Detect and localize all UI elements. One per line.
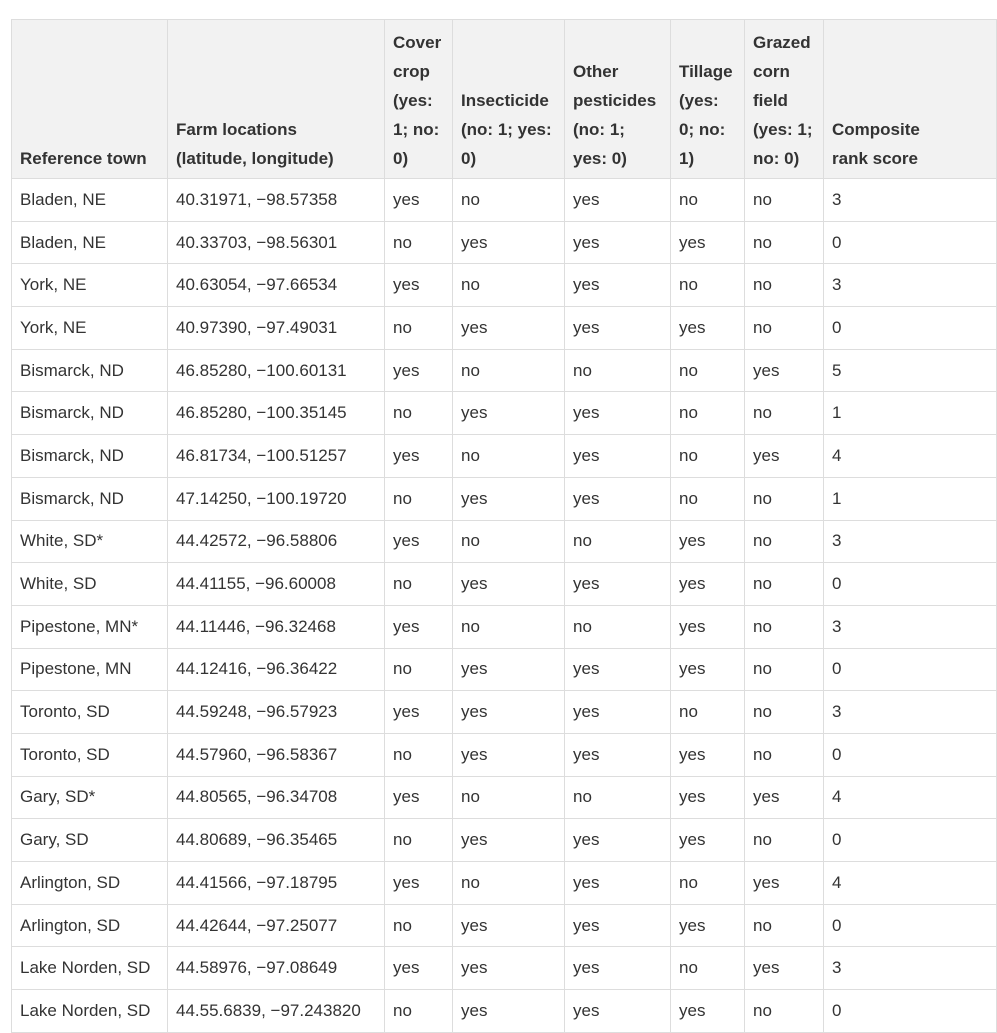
cell-farm-location: 46.81734, −100.51257 (168, 435, 385, 478)
cell-grazed-corn-field: yes (745, 776, 824, 819)
cell-other-pesticides: yes (565, 947, 671, 990)
table-row (12, 307, 997, 350)
cell-grazed-corn-field: yes (745, 862, 824, 905)
table-row (12, 947, 997, 990)
cell-other-pesticides: yes (565, 392, 671, 435)
cell-insecticide: yes (453, 392, 565, 435)
cell-reference-town: Lake Norden, SD (12, 990, 168, 1033)
table-row (12, 691, 997, 734)
header-row (12, 20, 997, 179)
cell-cover-crop: yes (385, 691, 453, 734)
cell-grazed-corn-field: no (745, 477, 824, 520)
cell-reference-town: Pipestone, MN* (12, 605, 168, 648)
cell-cover-crop: yes (385, 862, 453, 905)
cell-composite-rank: 0 (824, 904, 997, 947)
cell-insecticide: yes (453, 819, 565, 862)
cell-cover-crop: yes (385, 520, 453, 563)
table-row (12, 392, 997, 435)
cell-cover-crop: no (385, 221, 453, 264)
cell-other-pesticides: no (565, 349, 671, 392)
cell-reference-town: White, SD* (12, 520, 168, 563)
cell-other-pesticides: no (565, 520, 671, 563)
cell-insecticide: yes (453, 904, 565, 947)
cell-tillage: yes (671, 648, 745, 691)
cell-composite-rank: 3 (824, 605, 997, 648)
cell-tillage: yes (671, 563, 745, 606)
header-cover-crop: Cover crop (yes: 1; no: 0) (385, 20, 453, 179)
cell-farm-location: 44.42572, −96.58806 (168, 520, 385, 563)
cell-composite-rank: 3 (824, 264, 997, 307)
cell-reference-town: Lake Norden, SD (12, 947, 168, 990)
cell-reference-town: Bismarck, ND (12, 477, 168, 520)
table-row (12, 776, 997, 819)
cell-cover-crop: no (385, 733, 453, 776)
cell-insecticide: no (453, 435, 565, 478)
cell-farm-location: 40.97390, −97.49031 (168, 307, 385, 350)
cell-cover-crop: no (385, 392, 453, 435)
cell-insecticide: yes (453, 947, 565, 990)
cell-cover-crop: no (385, 819, 453, 862)
cell-insecticide: yes (453, 990, 565, 1033)
cell-insecticide: no (453, 862, 565, 905)
cell-insecticide: yes (453, 221, 565, 264)
cell-reference-town: Toronto, SD (12, 691, 168, 734)
cell-farm-location: 44.80689, −96.35465 (168, 819, 385, 862)
table-header (12, 20, 997, 179)
cell-tillage: no (671, 392, 745, 435)
cell-composite-rank: 0 (824, 733, 997, 776)
cell-farm-location: 46.85280, −100.35145 (168, 392, 385, 435)
cell-composite-rank: 0 (824, 563, 997, 606)
cell-grazed-corn-field: no (745, 691, 824, 734)
farm-data-table (11, 19, 997, 1033)
cell-cover-crop: yes (385, 179, 453, 222)
table-row (12, 563, 997, 606)
table-row (12, 179, 997, 222)
table-row (12, 477, 997, 520)
cell-other-pesticides: yes (565, 904, 671, 947)
cell-cover-crop: yes (385, 349, 453, 392)
cell-farm-location: 44.57960, −96.58367 (168, 733, 385, 776)
cell-other-pesticides: yes (565, 563, 671, 606)
table-row (12, 349, 997, 392)
cell-other-pesticides: yes (565, 477, 671, 520)
cell-tillage: yes (671, 520, 745, 563)
cell-composite-rank: 3 (824, 947, 997, 990)
cell-cover-crop: no (385, 477, 453, 520)
cell-farm-location: 44.59248, −96.57923 (168, 691, 385, 734)
header-tillage: Tillage (yes: 0; no: 1) (671, 20, 745, 179)
cell-cover-crop: no (385, 648, 453, 691)
cell-composite-rank: 3 (824, 520, 997, 563)
cell-composite-rank: 3 (824, 691, 997, 734)
cell-tillage: no (671, 179, 745, 222)
cell-composite-rank: 4 (824, 776, 997, 819)
cell-farm-location: 46.85280, −100.60131 (168, 349, 385, 392)
cell-grazed-corn-field: yes (745, 947, 824, 990)
cell-farm-location: 40.63054, −97.66534 (168, 264, 385, 307)
cell-grazed-corn-field: no (745, 520, 824, 563)
cell-other-pesticides: yes (565, 435, 671, 478)
table-viewport[interactable] (11, 19, 920, 1020)
cell-cover-crop: yes (385, 776, 453, 819)
table-row (12, 264, 997, 307)
cell-other-pesticides: yes (565, 648, 671, 691)
cell-reference-town: York, NE (12, 307, 168, 350)
cell-cover-crop: no (385, 904, 453, 947)
header-grazed-corn-field: Grazed corn field (yes: 1; no: 0) (745, 20, 824, 179)
cell-grazed-corn-field: no (745, 221, 824, 264)
cell-reference-town: Gary, SD* (12, 776, 168, 819)
table-row (12, 733, 997, 776)
cell-grazed-corn-field: yes (745, 349, 824, 392)
cell-tillage: no (671, 477, 745, 520)
table-row (12, 904, 997, 947)
cell-tillage: no (671, 349, 745, 392)
table-row (12, 605, 997, 648)
cell-composite-rank: 0 (824, 990, 997, 1033)
cell-other-pesticides: no (565, 776, 671, 819)
cell-cover-crop: yes (385, 605, 453, 648)
cell-insecticide: yes (453, 307, 565, 350)
cell-cover-crop: no (385, 563, 453, 606)
cell-composite-rank: 4 (824, 435, 997, 478)
cell-insecticide: yes (453, 691, 565, 734)
cell-grazed-corn-field: no (745, 990, 824, 1033)
cell-composite-rank: 4 (824, 862, 997, 905)
table-body (12, 179, 997, 1033)
cell-grazed-corn-field: no (745, 264, 824, 307)
cell-insecticide: yes (453, 563, 565, 606)
cell-other-pesticides: yes (565, 221, 671, 264)
cell-grazed-corn-field: no (745, 307, 824, 350)
cell-farm-location: 44.11446, −96.32468 (168, 605, 385, 648)
cell-insecticide: no (453, 349, 565, 392)
cell-farm-location: 47.14250, −100.19720 (168, 477, 385, 520)
cell-reference-town: Arlington, SD (12, 904, 168, 947)
cell-grazed-corn-field: no (745, 819, 824, 862)
cell-tillage: yes (671, 990, 745, 1033)
cell-composite-rank: 0 (824, 819, 997, 862)
header-farm-locations: Farm locations (latitude, longitude) (168, 20, 385, 179)
cell-composite-rank: 1 (824, 392, 997, 435)
cell-insecticide: yes (453, 733, 565, 776)
cell-grazed-corn-field: no (745, 904, 824, 947)
cell-tillage: no (671, 947, 745, 990)
cell-tillage: yes (671, 776, 745, 819)
cell-reference-town: Bladen, NE (12, 179, 168, 222)
table-row (12, 819, 997, 862)
cell-farm-location: 40.33703, −98.56301 (168, 221, 385, 264)
cell-insecticide: no (453, 776, 565, 819)
table-row (12, 862, 997, 905)
cell-farm-location: 44.41155, −96.60008 (168, 563, 385, 606)
cell-reference-town: Bismarck, ND (12, 349, 168, 392)
cell-cover-crop: yes (385, 264, 453, 307)
cell-farm-location: 44.12416, −96.36422 (168, 648, 385, 691)
cell-farm-location: 44.41566, −97.18795 (168, 862, 385, 905)
table-row (12, 221, 997, 264)
cell-other-pesticides: yes (565, 733, 671, 776)
cell-cover-crop: yes (385, 435, 453, 478)
cell-reference-town: Toronto, SD (12, 733, 168, 776)
cell-insecticide: no (453, 179, 565, 222)
header-other-pesticides: Other pesticides (no: 1; yes: 0) (565, 20, 671, 179)
cell-insecticide: no (453, 264, 565, 307)
cell-cover-crop: no (385, 307, 453, 350)
cell-reference-town: Arlington, SD (12, 862, 168, 905)
cell-tillage: yes (671, 904, 745, 947)
cell-insecticide: no (453, 605, 565, 648)
cell-other-pesticides: no (565, 605, 671, 648)
cell-tillage: no (671, 862, 745, 905)
cell-insecticide: yes (453, 648, 565, 691)
cell-tillage: yes (671, 307, 745, 350)
cell-other-pesticides: yes (565, 862, 671, 905)
cell-composite-rank: 0 (824, 307, 997, 350)
cell-other-pesticides: yes (565, 819, 671, 862)
cell-tillage: no (671, 264, 745, 307)
cell-insecticide: yes (453, 477, 565, 520)
header-insecticide: Insecticide (no: 1; yes: 0) (453, 20, 565, 179)
cell-farm-location: 40.31971, −98.57358 (168, 179, 385, 222)
cell-cover-crop: no (385, 990, 453, 1033)
cell-composite-rank: 1 (824, 477, 997, 520)
cell-reference-town: Bismarck, ND (12, 435, 168, 478)
cell-reference-town: Bladen, NE (12, 221, 168, 264)
cell-tillage: yes (671, 605, 745, 648)
cell-farm-location: 44.42644, −97.25077 (168, 904, 385, 947)
table-row (12, 520, 997, 563)
cell-tillage: yes (671, 733, 745, 776)
cell-composite-rank: 0 (824, 221, 997, 264)
cell-tillage: yes (671, 221, 745, 264)
cell-other-pesticides: yes (565, 691, 671, 734)
cell-grazed-corn-field: no (745, 179, 824, 222)
cell-composite-rank: 0 (824, 648, 997, 691)
header-composite-rank-score: Composite rank score (824, 20, 997, 179)
cell-grazed-corn-field: yes (745, 435, 824, 478)
cell-other-pesticides: yes (565, 990, 671, 1033)
cell-reference-town: Pipestone, MN (12, 648, 168, 691)
cell-other-pesticides: yes (565, 307, 671, 350)
table-row (12, 435, 997, 478)
cell-tillage: yes (671, 819, 745, 862)
cell-reference-town: Bismarck, ND (12, 392, 168, 435)
table-row (12, 648, 997, 691)
cell-reference-town: Gary, SD (12, 819, 168, 862)
cell-grazed-corn-field: no (745, 733, 824, 776)
cell-grazed-corn-field: no (745, 563, 824, 606)
cell-cover-crop: yes (385, 947, 453, 990)
cell-grazed-corn-field: no (745, 648, 824, 691)
cell-farm-location: 44.55.6839, −97.243820 (168, 990, 385, 1033)
cell-farm-location: 44.80565, −96.34708 (168, 776, 385, 819)
cell-grazed-corn-field: no (745, 392, 824, 435)
cell-insecticide: no (453, 520, 565, 563)
table-row (12, 990, 997, 1033)
cell-composite-rank: 5 (824, 349, 997, 392)
cell-reference-town: White, SD (12, 563, 168, 606)
cell-reference-town: York, NE (12, 264, 168, 307)
cell-farm-location: 44.58976, −97.08649 (168, 947, 385, 990)
cell-tillage: no (671, 435, 745, 478)
cell-other-pesticides: yes (565, 179, 671, 222)
header-reference-town: Reference town (12, 20, 168, 179)
cell-grazed-corn-field: no (745, 605, 824, 648)
cell-composite-rank: 3 (824, 179, 997, 222)
cell-other-pesticides: yes (565, 264, 671, 307)
cell-tillage: no (671, 691, 745, 734)
